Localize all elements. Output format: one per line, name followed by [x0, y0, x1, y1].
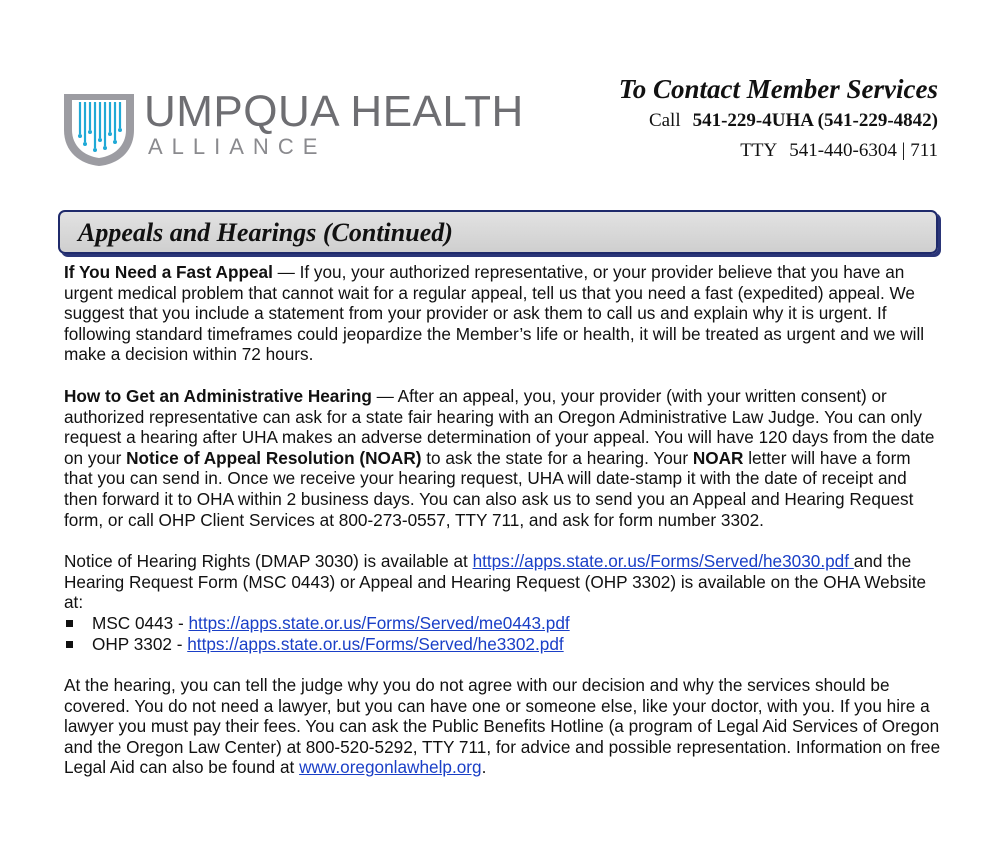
at-hearing-end: . [481, 757, 487, 778]
at-hearing-text: At the hearing, you can tell the judge why you do not agree with our decision and why the services should be covered. You do not need a lawyer, but you can have one or someone else, like your doctor, with you. If you hire a lawyer you must pay their fees. You can ask the Public Benefits Hotline (a program of Legal Aid Services of Oregon and the Oregon Law Center) at 800-520-5292, TTY 711, for advice and possible representation. Information on free Legal Aid can also be found at [64, 675, 941, 778]
tty-number: 541-440-6304 | 711 [789, 140, 938, 161]
call-line [619, 106, 938, 136]
ohp-3302-link[interactable]: https://apps.state.or.us/Forms/Served/he3302.pdf [187, 633, 564, 654]
hearing-rights-text-1: Notice of Hearing Rights (DMAP 3030) is available at [64, 551, 473, 572]
admin-hearing-text-1: — After an appeal, you, your provider (with your written consent) or authorized representative can ask for a state fair hearing with an Oregon Administrative Law Judge. You can only request a hearing after UHA makes an adverse determination of your appeal. You will have 120 days from the date on your [64, 385, 935, 468]
section-banner [58, 210, 938, 254]
list-item [64, 613, 944, 634]
list-item [64, 634, 944, 655]
hearing-rights-text-2: and the Hearing Request Form (MSC 0443) or Appeal and Hearing Request (OHP 3302) is available on the OHA Website at: [64, 551, 927, 613]
fast-appeal-paragraph [64, 262, 944, 365]
admin-hearing-text-3: letter will have a form that you can send in. Once we receive your hearing request, UHA will date-stamp it with the date of receipt and then forward it to OHA within 2 business days. You can also ask us to send you an Appeal and Hearing Request form, or call OHP Client Services at 800-273-0557, TTY 711, and ask for form number 3302. [64, 447, 914, 530]
admin-hearing-text-2: to ask the state for a hearing. Your [421, 447, 693, 468]
call-label: Call [648, 110, 681, 131]
section-title: Appeals and Hearings (Continued) [78, 218, 453, 247]
form-links-list [64, 613, 944, 654]
at-hearing-paragraph [64, 675, 944, 778]
tty-label: TTY [740, 140, 778, 161]
fast-appeal-text: — If you, your authorized representative, or your provider believe that you have an urgent medical problem that cannot wait for a regular appeal, tell us that you need a fast (expedited) appeal. We suggest that you include a statement from your provider or ask them to call us and explain why it is urgent. If following standard timeframes could jeopardize the Member’s life or health, it will be treated as urgent and we will make a decision within 72 hours. [64, 262, 925, 365]
contact-title: To Contact Member Services [618, 74, 938, 104]
fast-appeal-heading: If You Need a Fast Appeal [64, 262, 273, 282]
document-body [64, 262, 944, 799]
logo-subtitle: ALLIANCE [148, 134, 327, 159]
msc-0443-link[interactable]: https://apps.state.or.us/Forms/Served/me0443.pdf [188, 612, 570, 633]
member-services-contact [619, 72, 938, 166]
dmap-3030-link[interactable]: https://apps.state.or.us/Forms/Served/he3030.pdf [472, 551, 854, 572]
umpqua-health-logo [60, 87, 524, 170]
oregon-law-help-link[interactable]: www.oregonlawhelp.org [299, 757, 482, 778]
admin-hearing-heading: How to Get an Administrative Hearing [64, 385, 372, 406]
tty-line [619, 136, 938, 166]
call-number: 541-229-4UHA (541-229-4842) [692, 110, 938, 131]
shield-logo-icon [60, 90, 138, 168]
form-label: MSC 0443 - [92, 612, 189, 633]
logo-name: UMPQUA HEALTH [144, 87, 524, 136]
admin-hearing-paragraph [64, 386, 944, 530]
hearing-rights-paragraph [64, 551, 944, 613]
noar-term: NOAR [692, 447, 744, 468]
form-label: OHP 3302 - [92, 633, 188, 654]
noar-full-term: Notice of Appeal Resolution (NOAR) [126, 447, 422, 468]
